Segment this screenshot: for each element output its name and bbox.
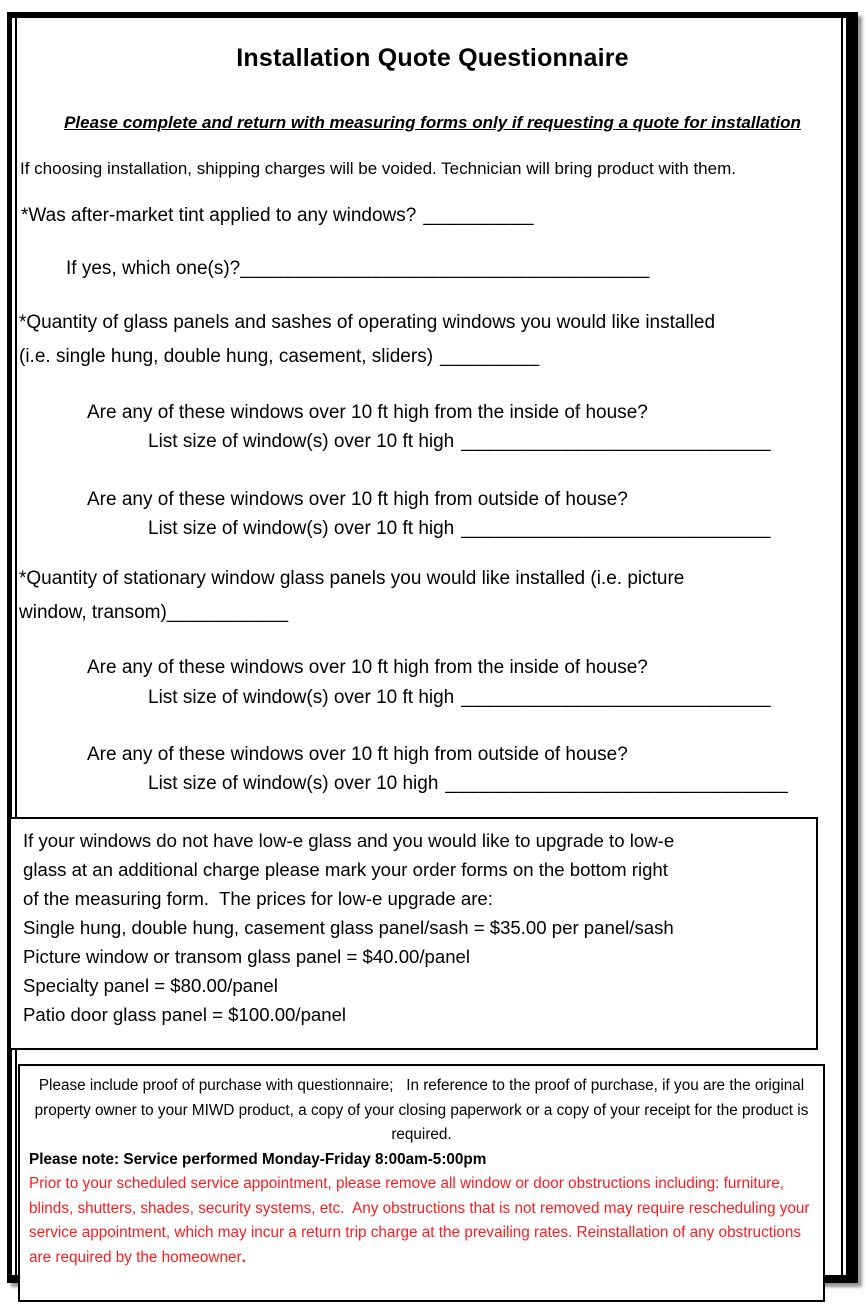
- question-operating-line2: (i.e. single hung, double hung, casement, sliders) _________: [19, 346, 540, 367]
- list-size-blank-3: ____________________________: [461, 687, 772, 708]
- list-size-line-2: List size of window(s) over 10 ft high ____________________________: [148, 518, 772, 539]
- lowe-upgrade-line: glass at an additional charge please mark your order forms on the bottom right: [23, 859, 668, 880]
- lowe-price-single-double-casement: Single hung, double hung, casement glass panel/sash = $35.00 per panel/sash: [23, 917, 674, 938]
- tint-followup-blank: _____________________________________: [240, 258, 650, 279]
- list-size-blank-1: ____________________________: [461, 431, 772, 452]
- page-title: Installation Quote Questionnaire: [236, 44, 629, 72]
- list-size-blank-2: ____________________________: [461, 518, 772, 539]
- question-operating-line1: *Quantity of glass panels and sashes of operating windows you would like installed: [19, 312, 716, 333]
- question-stationary-line1: *Quantity of stationary window glass panels you would like installed (i.e. picture: [19, 568, 685, 589]
- lowe-price-picture-transom: Picture window or transom glass panel = $40.00/panel: [23, 946, 471, 967]
- list-size-line-3: List size of window(s) over 10 ft high ____________________________: [148, 687, 772, 708]
- question-tint-followup: [66, 258, 650, 280]
- service-notes-box: [18, 1064, 825, 1302]
- question-tint-label: *Was after-market tint applied to any windows?: [21, 205, 417, 226]
- question-tint-followup-label: If yes, which one(s)?: [66, 258, 241, 279]
- lowe-upgrade-box: [9, 817, 818, 1050]
- subquestion-over10-inside-2: Are any of these windows over 10 ft high from the inside of house?: [87, 657, 648, 678]
- question-tint: [21, 205, 534, 227]
- operating-quantity-blank: _________: [440, 346, 540, 367]
- subquestion-over10-outside-1: Are any of these windows over 10 ft high from outside of house?: [87, 489, 628, 510]
- subquestion-over10-inside-1: Are any of these windows over 10 ft high from the inside of house?: [87, 402, 648, 423]
- subquestion-over10-outside-2: Are any of these windows over 10 ft high from outside of house?: [87, 744, 628, 765]
- lowe-upgrade-line: If your windows do not have low-e glass and you would like to upgrade to low-e: [23, 830, 675, 851]
- form-return-instruction: [0, 113, 865, 133]
- lowe-upgrade-line: of the measuring form. The prices for low-e upgrade are:: [23, 888, 493, 909]
- obstruction-warning: Prior to your scheduled service appointment, please remove all window or door obstructions including: furniture, blinds, shutters, shades, security systems, etc. Any obstructions that is not removed may require rescheduling your service appointment, which may incur a return trip charge at the prevailing rates. Reinstallation of any obstructions are required by the homeowner.: [29, 1175, 810, 1266]
- question-operating-quantity: [19, 306, 715, 374]
- question-stationary-quantity: [19, 562, 684, 630]
- service-hours-note: Please note: Service performed Monday-Friday 8:00am-5:00pm: [29, 1150, 487, 1168]
- list-size-line-1: List size of window(s) over 10 ft high ____________________________: [148, 431, 772, 452]
- proof-of-purchase-note: Please include proof of purchase with questionnaire; In reference to the proof of purchase, if you are the original property owner to your MIWD product, a copy of your closing paperwork or a copy of your receipt for the product is required.: [34, 1077, 809, 1143]
- form-return-instruction-text: Please complete and return with measuring forms only if requesting a quote for installation: [64, 113, 801, 132]
- list-size-blank-4: _______________________________: [445, 773, 789, 794]
- lowe-price-specialty: Specialty panel = $80.00/panel: [23, 975, 278, 996]
- shipping-note: If choosing installation, shipping charges will be voided. Technician will bring product with them.: [20, 159, 736, 178]
- obstruction-warning-period: .: [241, 1248, 246, 1266]
- tint-answer-blank: __________: [423, 205, 534, 226]
- stationary-quantity-blank: ___________: [166, 602, 289, 623]
- question-stationary-line2: window, transom)___________: [19, 602, 289, 623]
- lowe-price-patio-door: Patio door glass panel = $100.00/panel: [23, 1004, 347, 1025]
- list-size-line-4: List size of window(s) over 10 high _______________________________: [148, 773, 789, 794]
